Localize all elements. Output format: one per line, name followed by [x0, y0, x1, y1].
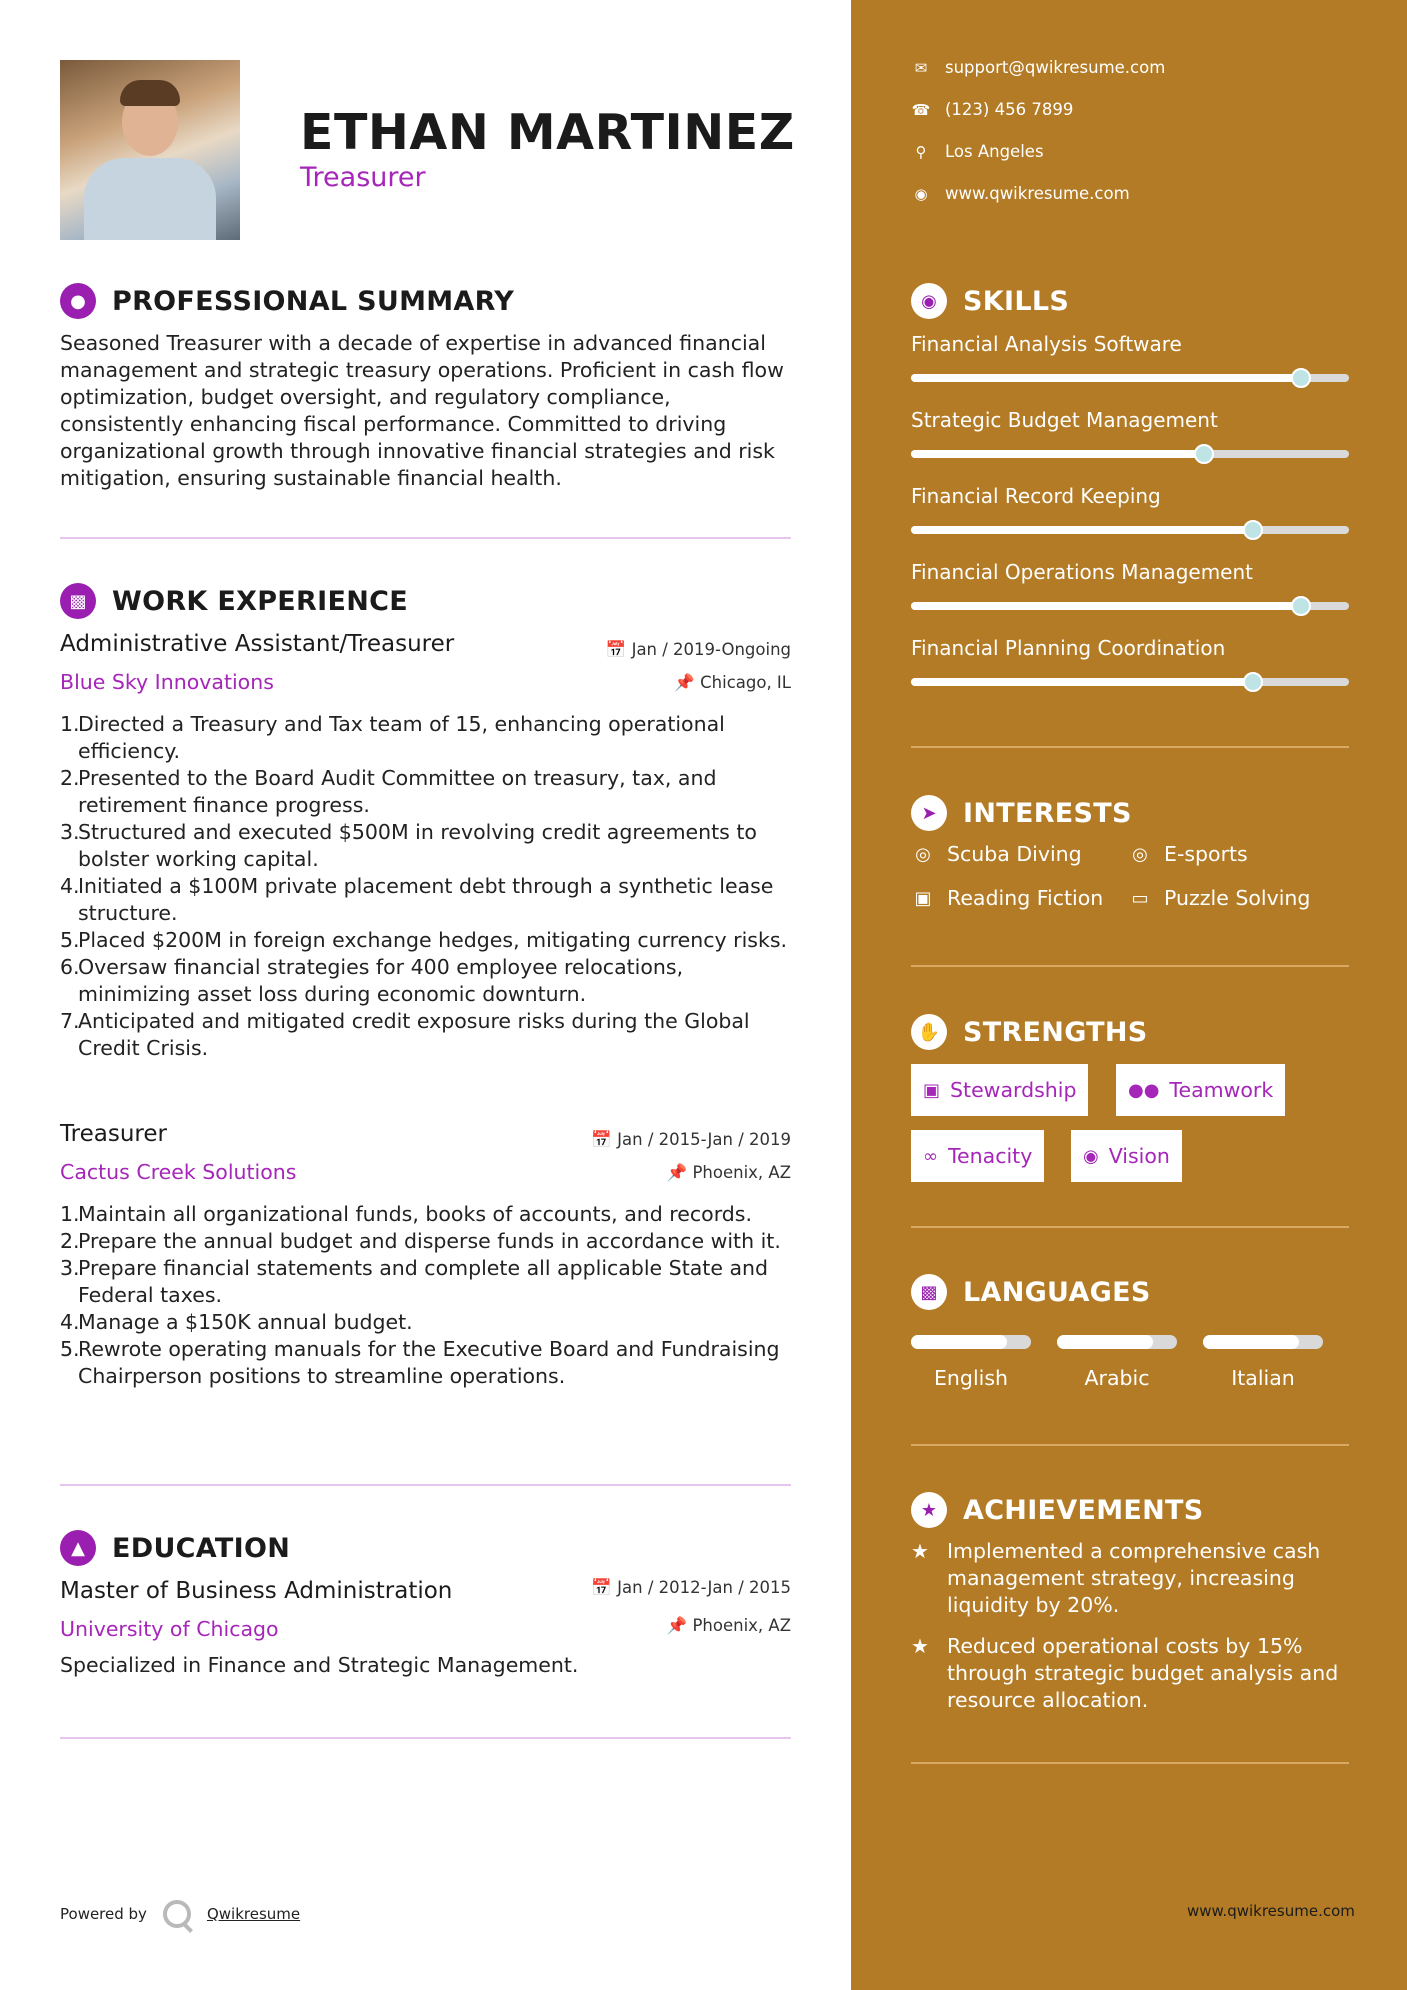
briefcase-icon: ▣: [923, 1079, 941, 1101]
job-bullets: [60, 711, 795, 1062]
life-ring-icon: ◎: [915, 843, 931, 865]
summary-text: Seasoned Treasurer with a decade of expertise in advanced financial management and strategic treasury operations. Proficient in cash flow optimization, budget oversight, and regulatory compliance, consistently enhancing fiscal performance. Committed to driving organizational growth through innovative financial strategies and risk mitigation, ensuring sustainable financial health.: [60, 331, 784, 490]
job-location: 📌 Phoenix, AZ: [666, 1163, 791, 1182]
section-divider: [911, 1444, 1349, 1446]
qwikresume-logo-icon: [163, 1900, 191, 1928]
list-item: 4. Initiated a $100M private placement debt through a synthetic lease structure.: [60, 874, 774, 925]
skill-bar-fill: [911, 602, 1301, 610]
book-icon: ▭: [1131, 887, 1149, 909]
school-name: University of Chicago: [60, 1617, 279, 1641]
achievements-heading: ★ ACHIEVEMENTS: [911, 1492, 1204, 1528]
chair-icon: ▩: [60, 583, 96, 619]
list-item: 2. Prepare the annual budget and disperse funds in accordance with it.: [60, 1229, 781, 1253]
gamepad-icon: ▣: [914, 887, 932, 909]
strengths-heading: ✋ STRENGTHS: [911, 1014, 1148, 1050]
contact-website[interactable]: ◉ www.qwikresume.com: [911, 184, 1130, 203]
list-item: 3. Prepare financial statements and complete all applicable State and Federal taxes.: [60, 1256, 769, 1307]
skill-label: Financial Analysis Software: [911, 332, 1182, 356]
paper-plane-icon: ➤: [911, 795, 947, 831]
language-bar: [1203, 1335, 1323, 1349]
link-icon: ∞: [923, 1145, 938, 1167]
job-company: Blue Sky Innovations: [60, 670, 274, 694]
skill-label: Financial Operations Management: [911, 560, 1253, 584]
skill-bar-fill: [911, 374, 1301, 382]
users-icon: ●●: [1128, 1079, 1160, 1101]
strength-badge: ●● Teamwork: [1116, 1064, 1285, 1116]
contact-location: ⚲ Los Angeles: [911, 142, 1044, 161]
list-item: 5. Rewrote operating manuals for the Executive Board and Fundraising Chairperson positions to streamline operations.: [60, 1337, 780, 1388]
skill-label: Strategic Budget Management: [911, 408, 1218, 432]
degree-title: Master of Business Administration: [60, 1578, 453, 1604]
interest-item: ▭ Puzzle Solving: [1128, 886, 1310, 910]
skills-heading: ◉ SKILLS: [911, 283, 1069, 319]
lightbulb-icon: ◉: [911, 283, 947, 319]
skill-bar: [911, 602, 1349, 610]
interest-item: ◎ Scuba Diving: [911, 842, 1082, 866]
language-label: Italian: [1231, 1366, 1295, 1390]
achievement-item: ★ Reduced operational costs by 15% through strategic budget analysis and resource allocation.: [911, 1634, 1339, 1712]
skill-bar: [911, 450, 1349, 458]
language-icon: ▩: [911, 1274, 947, 1310]
language-bar-fill: [911, 1335, 1007, 1349]
language-bar-fill: [1057, 1335, 1153, 1349]
education-location: 📌 Phoenix, AZ: [666, 1616, 791, 1635]
candidate-name: ETHAN MARTINEZ: [300, 104, 795, 161]
strength-badge: ◉ Vision: [1071, 1130, 1182, 1182]
job-title: Administrative Assistant/Treasurer: [60, 631, 455, 657]
list-item: 7. Anticipated and mitigated credit exposure risks during the Global Credit Crisis.: [60, 1009, 750, 1060]
job-bullets: [60, 1201, 795, 1390]
skill-bar-knob: [1243, 672, 1263, 692]
skill-bar-fill: [911, 526, 1253, 534]
skill-bar: [911, 526, 1349, 534]
achievement-item: ★ Implemented a comprehensive cash management strategy, increasing liquidity by 20%.: [911, 1539, 1321, 1617]
job-location: 📌 Chicago, IL: [674, 673, 791, 692]
star-icon: ★: [911, 1539, 929, 1563]
language-label: English: [933, 1366, 1009, 1390]
skill-bar-knob: [1291, 596, 1311, 616]
footer-powered-by: Powered by Qwikresume: [60, 1900, 300, 1928]
languages-heading: ▩ LANGUAGES: [911, 1274, 1151, 1310]
section-divider: [911, 1762, 1349, 1764]
phone-icon: ☎: [911, 100, 931, 119]
section-divider: [911, 1226, 1349, 1228]
skill-bar-knob: [1194, 444, 1214, 464]
skill-bar-knob: [1291, 368, 1311, 388]
section-divider: [911, 746, 1349, 748]
fist-icon: ✋: [911, 1014, 947, 1050]
life-ring-icon: ◎: [1132, 843, 1148, 865]
star-icon: ★: [911, 1634, 929, 1658]
binoculars-icon: ◉: [1083, 1145, 1099, 1167]
user-icon: ●: [60, 283, 96, 319]
section-divider: [60, 537, 791, 539]
envelope-icon: ✉: [914, 58, 928, 77]
section-divider: [60, 1484, 791, 1486]
interest-item: ▣ Reading Fiction: [911, 886, 1103, 910]
skill-bar-fill: [911, 678, 1253, 686]
job-company: Cactus Creek Solutions: [60, 1160, 297, 1184]
education-description: Specialized in Finance and Strategic Management.: [60, 1653, 579, 1677]
list-item: 6. Oversaw financial strategies for 400 employee relocations, minimizing asset loss during economic downturn.: [60, 955, 684, 1006]
footer-site[interactable]: www.qwikresume.com: [1187, 1902, 1355, 1920]
list-item: 2. Presented to the Board Audit Committee on treasury, tax, and retirement finance progress.: [60, 766, 717, 817]
skill-bar: [911, 374, 1349, 382]
sidebar: [851, 0, 1407, 1990]
skill-bar: [911, 678, 1349, 686]
globe-icon: ◉: [914, 184, 928, 203]
graduation-cap-icon: ▲: [60, 1530, 96, 1566]
job-title: Treasurer: [60, 1121, 167, 1147]
candidate-role: Treasurer: [300, 162, 426, 193]
interest-item: ◎ E-sports: [1128, 842, 1248, 866]
brand-link[interactable]: Qwikresume: [206, 1905, 301, 1923]
contact-email[interactable]: ✉ support@qwikresume.com: [911, 58, 1165, 77]
language-bar-fill: [1203, 1335, 1299, 1349]
list-item: 1. Maintain all organizational funds, books of accounts, and records.: [60, 1202, 752, 1226]
language-bar: [911, 1335, 1031, 1349]
section-divider: [911, 965, 1349, 967]
strength-badge: ∞ Tenacity: [911, 1130, 1044, 1182]
list-item: 3. Structured and executed $500M in revolving credit agreements to bolster working capital.: [60, 820, 757, 871]
skill-label: Financial Planning Coordination: [911, 636, 1226, 660]
list-item: 5. Placed $200M in foreign exchange hedges, mitigating currency risks.: [60, 928, 788, 952]
section-divider: [60, 1737, 791, 1739]
experience-heading: ▩ WORK EXPERIENCE: [60, 583, 408, 619]
map-pin-icon: ⚲: [915, 142, 927, 161]
skill-bar-fill: [911, 450, 1204, 458]
job-date: 📅 Jan / 2019-Ongoing: [605, 640, 791, 659]
list-item: 4. Manage a $150K annual budget.: [60, 1310, 413, 1334]
job-date: 📅 Jan / 2015-Jan / 2019: [591, 1130, 791, 1149]
language-label: Arabic: [1084, 1366, 1150, 1390]
interests-heading: ➤ INTERESTS: [911, 795, 1132, 831]
summary-heading: ● PROFESSIONAL SUMMARY: [60, 283, 514, 319]
profile-photo: [60, 60, 240, 240]
education-heading: ▲ EDUCATION: [60, 1530, 290, 1566]
skill-label: Financial Record Keeping: [911, 484, 1161, 508]
contact-phone[interactable]: ☎ (123) 456 7899: [911, 100, 1074, 119]
education-date: 📅 Jan / 2012-Jan / 2015: [591, 1578, 791, 1597]
list-item: 1. Directed a Treasury and Tax team of 15, enhancing operational efficiency.: [60, 712, 725, 763]
skill-bar-knob: [1243, 520, 1263, 540]
star-icon: ★: [911, 1492, 947, 1528]
language-bar: [1057, 1335, 1177, 1349]
strength-badge: ▣ Stewardship: [911, 1064, 1088, 1116]
